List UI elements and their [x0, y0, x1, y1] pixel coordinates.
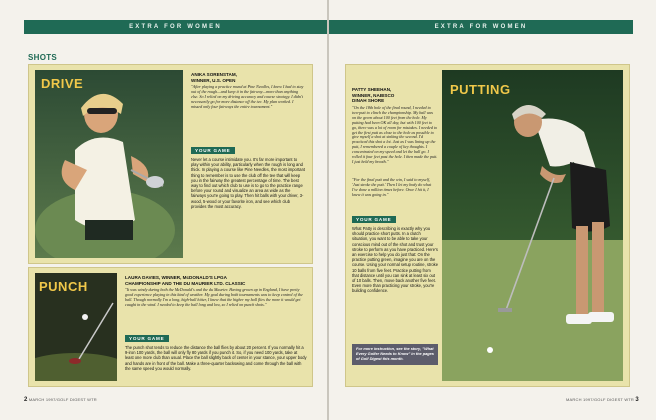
folio-right	[566, 397, 639, 403]
folio-right-text: MARCH 1997/GOLF DIGEST WTR	[566, 397, 635, 402]
punch-byline-line2: CHAMPIONSHIP AND THE DU MAURIER LTD. CLASSIC	[125, 280, 246, 286]
putting-title: PUTTING	[450, 82, 511, 97]
putting-body: What Patty is describing is exactly why you should practice short putts. In a clutch situation, you want to be able to take your conscious mind out of the shot and trust your stroke to perform as you have practiced. Here's an exercise to help you do just that: On the practice putting green, imagine you are on the course. Using your normal setup routine, stroke 10 balls from five feet. Practice putting from that distance until you can sink at least six out of 10 balls. Then, move back another five feet. Even more than practicing your stroke, you're building confidence.	[352, 226, 438, 294]
drive-your-game-label: YOUR GAME	[191, 147, 235, 154]
drive-photo	[35, 70, 183, 258]
punch-byline	[125, 275, 307, 286]
punch-body: The punch shot tends to reduce the distance the ball flies by about 20 percent. If you normally hit a 9-iron 100 yards, the ball will only fly 80 yards if you punch it. So, if you need 100 yards, take at least one more club than usual. Place the ball slightly back of center in your stance, your upper body and hands are in front of the ball. Make a three-quarter backswing and come through the ball with the same speed you would normally.	[125, 345, 307, 371]
drive-quote: "After playing a practice round at Pine Needles, I knew I had to stay out of the rough—and keep it in the fairway—more than anything else. So I relied on my driving accuracy and course strategy. I didn't necessarily go for more distance off the tee. My plan worked. I missed only four fairways the entire tournament."	[191, 85, 304, 109]
drive-body: Never let a course intimidate you. It's far more important to play within your ability, particularly when the rough is long and thick. In playing a course like Pine Needles, the most important thing to remember is to use the club off the tee that will keep you in the fairway the greatest percentage of time. The best way to find out which club to use is to go to the practice range before your round and visualize an area as wide as the fairways you're going to play. Then hit balls with your driver, 3-wood, 5-wood or your favorite iron, and see which club provides the most accuracy.	[191, 157, 305, 209]
punch-title: PUNCH	[39, 279, 88, 294]
section-label: SHOTS	[28, 53, 58, 62]
putting-note: For more instruction, see the story, "What Every Golfer Needs to Know" in the pages of Golf Digest this month.	[352, 344, 438, 365]
putting-photo	[442, 70, 623, 381]
putting-quote: "On the 18th hole of the final round, I needed to two-putt to clinch the championship. My ball was on the green about 100 feet from the hole. My putting had been OK all day, but with 100 feet to go, there was a lot of room for mistakes. I needed to get the first putt as close to the hole as possible to give myself a shot at sinking the second. I'd practiced this shot a lot. Just as I was lining up the putt, I remembered a couple of key thoughts. I concentrated on my speed and let the ball go. I rolled it four feet past the hole. I then made the putt. I just held my breath."	[352, 106, 438, 164]
putting-your-game-label: YOUR GAME	[352, 216, 396, 223]
header-bar-right: EXTRA FOR WOMEN	[329, 20, 633, 34]
header-bar-left: EXTRA FOR WOMEN	[24, 20, 327, 34]
punch-byline-line1: LAURA DAVIES, WINNER, McDONALD'S LPGA	[125, 275, 227, 280]
putting-byline-title: WINNER, NABISCO	[352, 92, 395, 98]
putting-panel	[345, 64, 630, 387]
drive-title: DRIVE	[41, 76, 84, 91]
drive-byline-title: WINNER, U.S. OPEN	[191, 77, 236, 83]
punch-your-game-label: YOUR GAME	[125, 335, 169, 342]
putting-byline-name: PATTY SHEEHAN,	[352, 87, 392, 92]
putting-byline	[352, 87, 438, 104]
drive-byline	[191, 72, 305, 83]
drive-byline-name: ANIKA SORENSTAM,	[191, 72, 237, 77]
folio-left-text: MARCH 1997/GOLF DIGEST WTR	[28, 397, 97, 402]
putting-quote-2: "For the final putt and the win, I said to myself, 'Just stroke the putt.' Then I let my body do what I've done a million times before. Once I hit it, I knew it was going in."	[352, 178, 432, 197]
folio-right-page-number: 3	[635, 397, 639, 403]
punch-panel	[28, 267, 313, 387]
folio-left-page-number: 2	[24, 397, 28, 403]
punch-photo	[35, 273, 117, 381]
punch-quote: "It was windy during both the McDonald's and the du Maurier. Having grown up in England, I have pretty good experience playing in this kind of weather. My goal during both tournaments was to keep control of the ball. Though normally I'm a long, high-ball hitter, I knew that the higher my ball flies the more it would get caught in the wind. I needed to keep the ball long and low, so I relied on punch shots."	[125, 288, 303, 307]
page-gutter	[327, 0, 329, 420]
drive-panel	[28, 64, 313, 264]
putting-byline-event: DINAH SHORE	[352, 98, 385, 104]
folio-left	[24, 397, 97, 403]
